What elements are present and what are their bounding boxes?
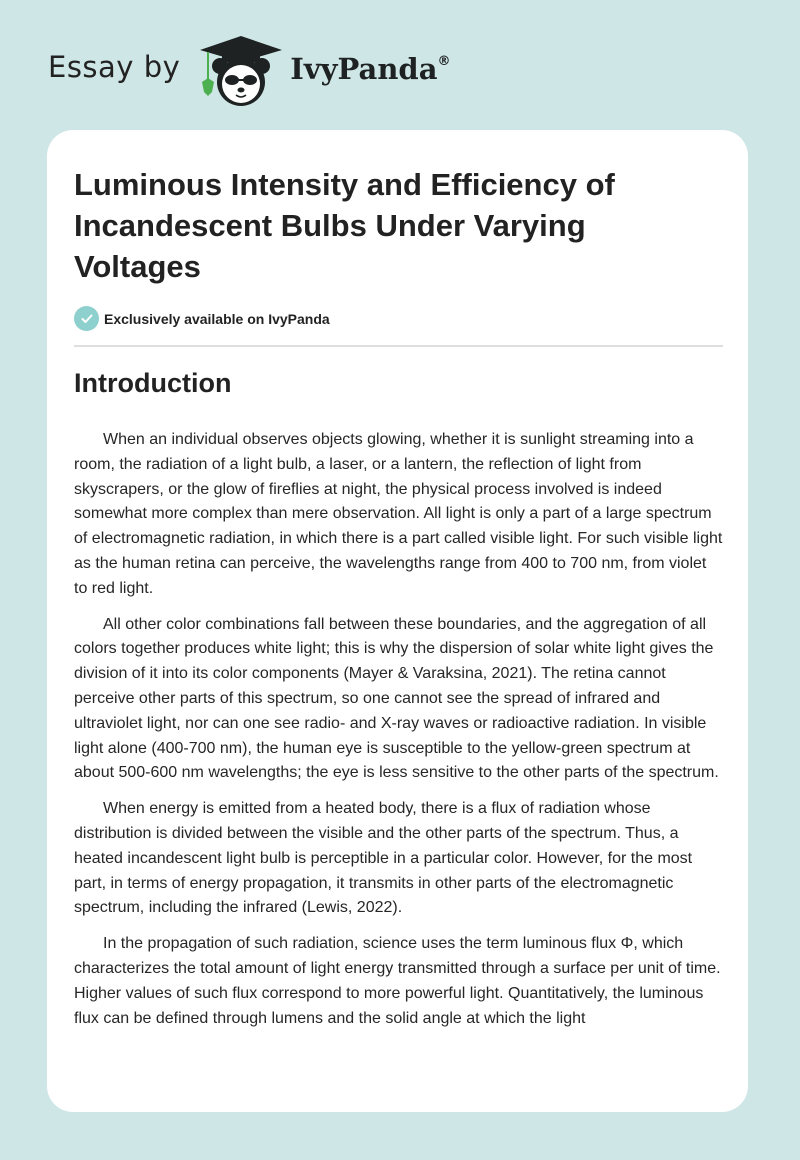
essay-body	[74, 428, 724, 1042]
essay-by-label: Essay by	[48, 50, 181, 84]
brand-label: IvyPanda	[290, 52, 438, 86]
essay-title: Luminous Intensity and Efficiency of Incandescent Bulbs Under Varying Voltages	[74, 167, 615, 284]
check-circle-icon	[74, 306, 99, 331]
essay-card	[47, 130, 748, 1112]
exclusive-label: Exclusively available on IvyPanda	[104, 310, 330, 327]
paragraph: In the propagation of such radiation, science uses the term luminous flux Φ, which characterizes the total amount of light energy transmitted through a surface per unit of time. Higher values of such flux correspond to more powerful light. Quantitatively, the luminous flux can be defined through lumens and the solid angle at which the light	[74, 935, 721, 1027]
section-title: Introduction	[74, 368, 232, 398]
paragraph: All other color combinations fall between these boundaries, and the aggregation of all colors together produces white light; this is why the dispersion of solar white light gives the division of it into its color components (Mayer & Varaksina, 2021). The retina cannot perceive other parts of this spectrum, so one cannot see the spread of infrared and ultraviolet light, nor can one see radio- and X-ray waves or radioactive radiation. In visible light alone (400-700 nm), the human eye is susceptible to the yellow-green spectrum at about 500-600 nm wavelengths; the eye is less sensitive to the other parts of the spectrum.	[74, 615, 719, 782]
paragraph: When an individual observes objects glowing, whether it is sunlight streaming into a room, the radiation of a light bulb, a laser, or a lantern, the reflection of light from skyscrapers, or the glow of fireflies at night, the physical process involved is indeed somewhat more complex than mere observation. All light is only a part of a large spectrum of electromagnetic radiation, in which there is a part called visible light. For such visible light as the human retina can perceive, the wavelengths range from 400 to 700 nm, from violet to red light.	[74, 431, 723, 597]
site-header	[48, 30, 451, 110]
divider	[74, 345, 723, 347]
brand-name[interactable]	[290, 52, 450, 86]
registered-mark: ®	[437, 54, 451, 69]
paragraph: When energy is emitted from a heated body, there is a flux of radiation whose distribution is divided between the visible and the other parts of the spectrum. Thus, a heated incandescent light bulb is perceptible in a particular color. However, for the most part, in terms of energy propagation, it transmits in other parts of the electromagnetic spectrum, including the infrared (Lewis, 2022).	[74, 800, 693, 917]
panda-graduate-icon[interactable]	[198, 30, 284, 110]
exclusive-badge	[74, 306, 330, 331]
